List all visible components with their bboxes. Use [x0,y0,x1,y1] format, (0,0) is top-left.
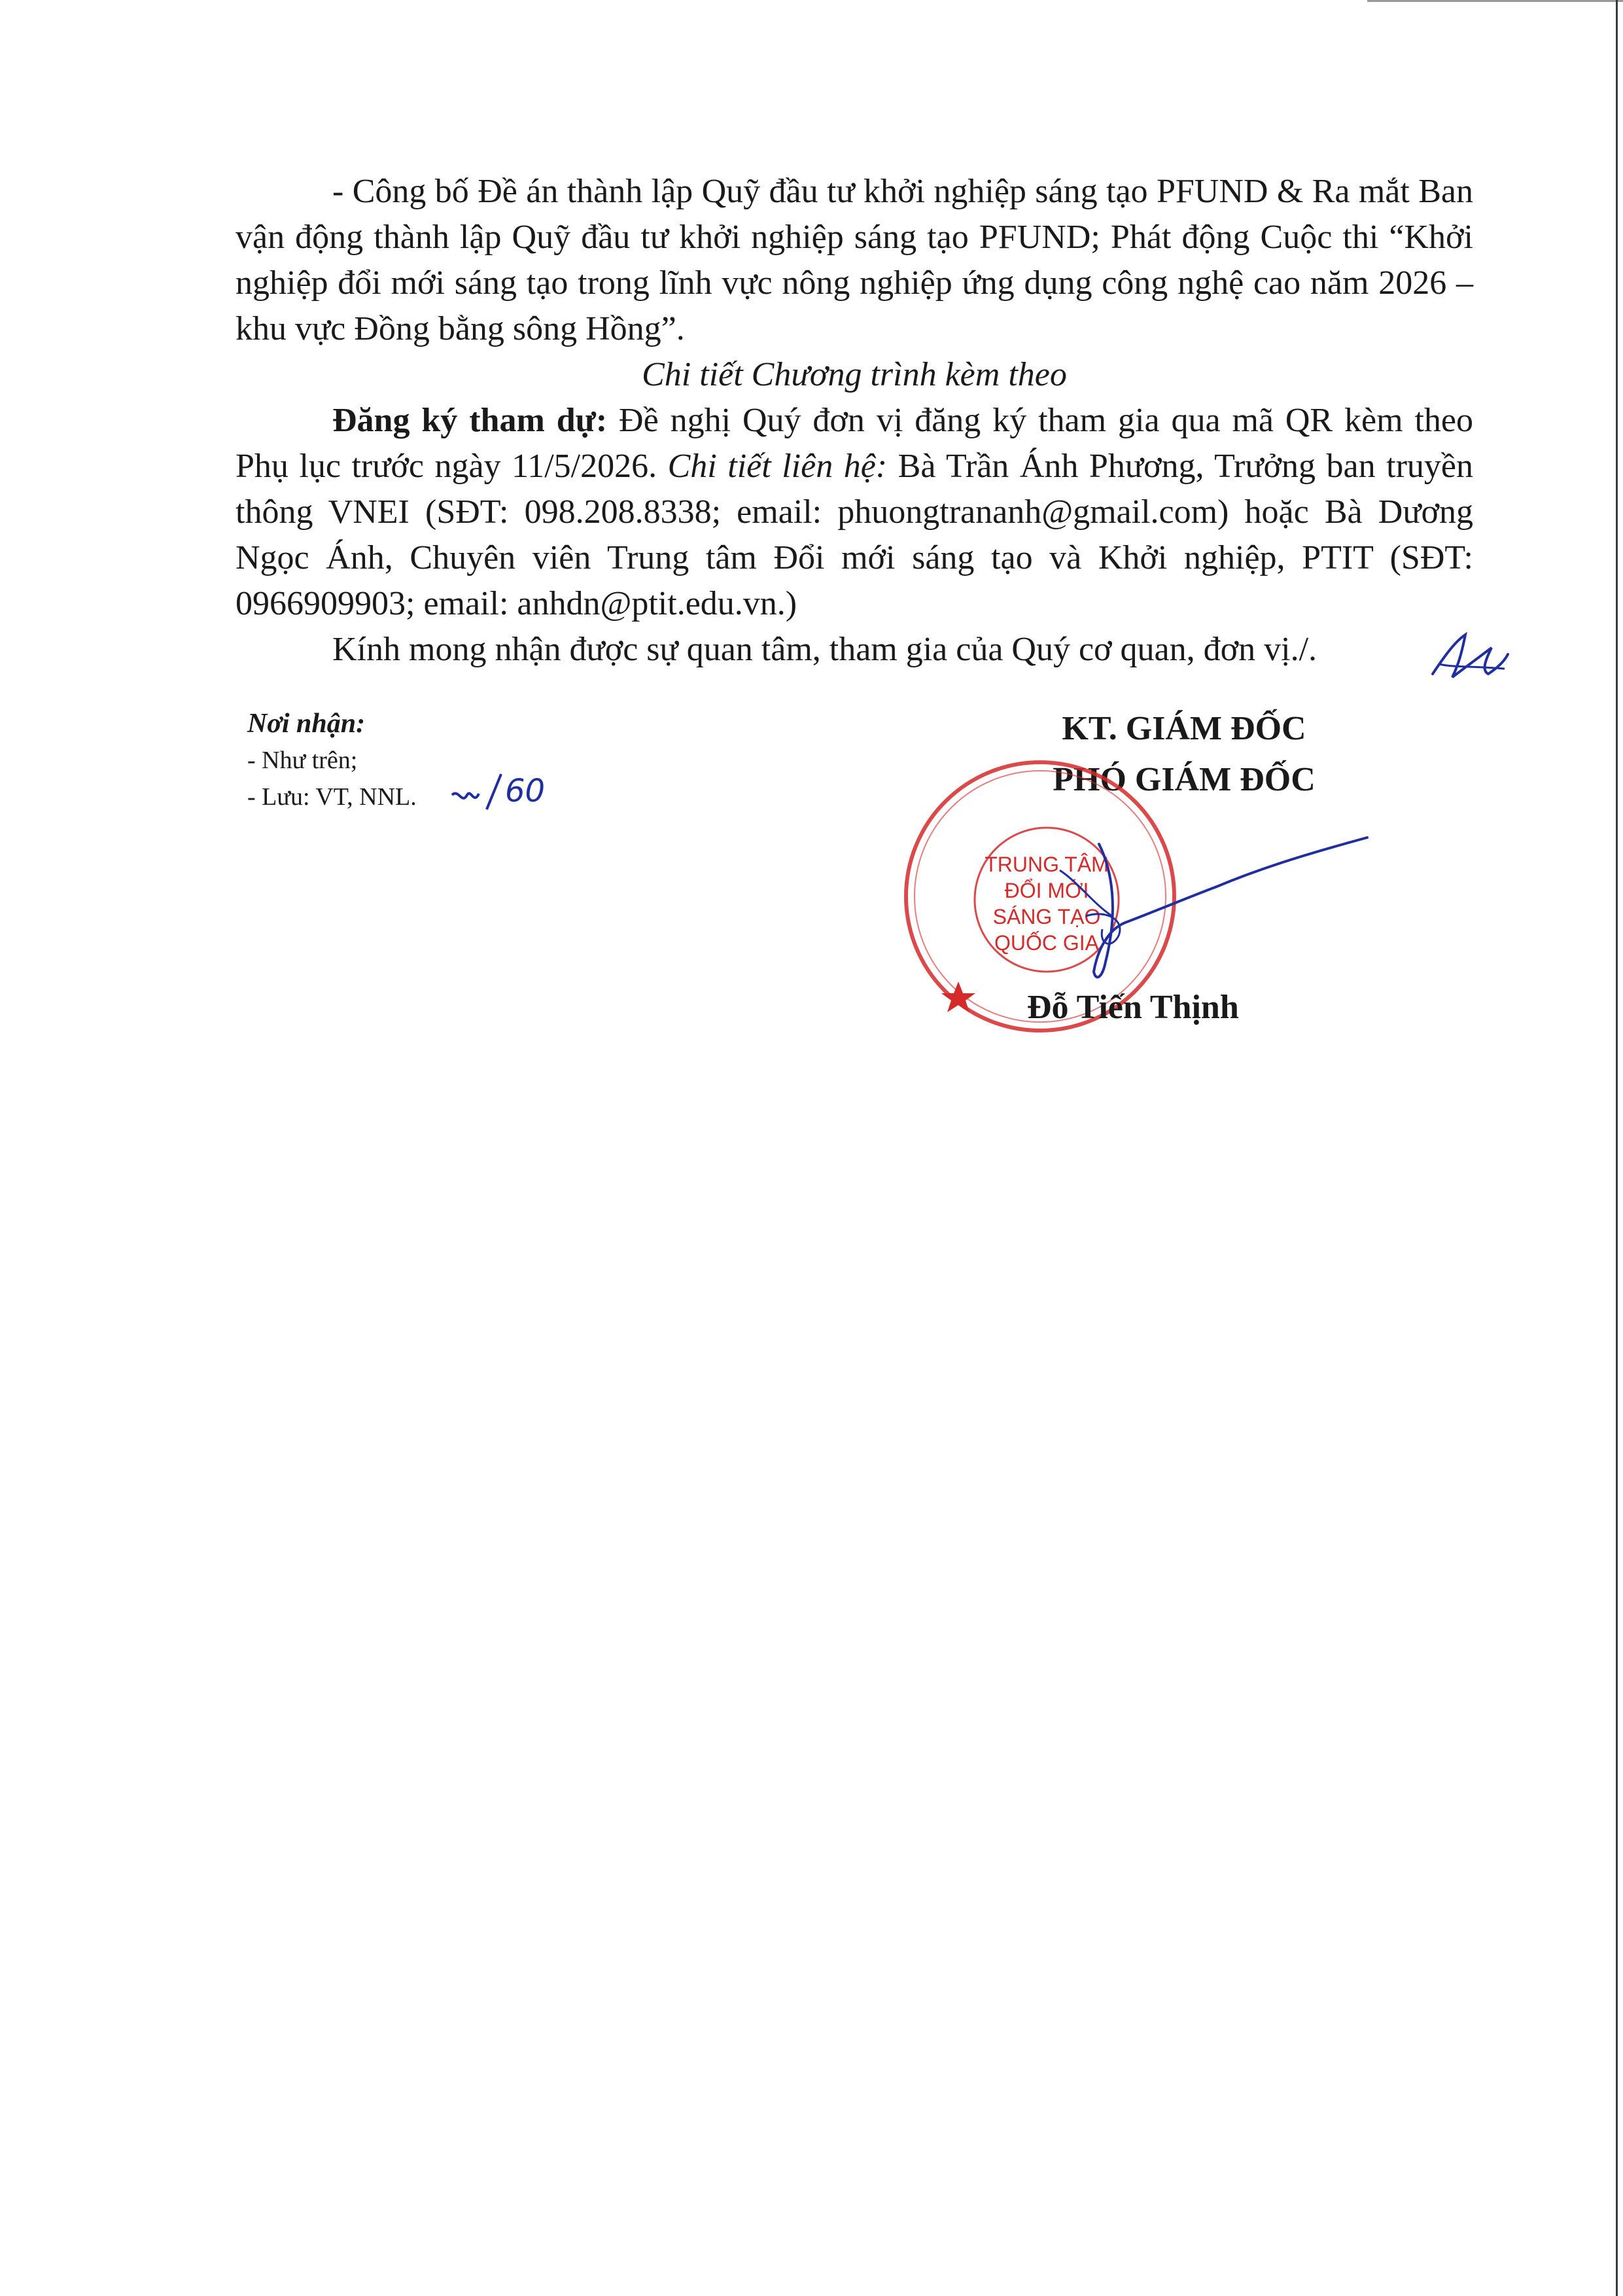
signature-title: KT. GIÁM ĐỐC [1062,710,1306,747]
paragraph-registration [236,398,1473,627]
seal-line: QUỐC GIA [994,931,1100,955]
signature-subtitle: PHÓ GIÁM ĐỐC [1053,761,1316,798]
recipients-block [247,705,417,815]
contact-label: Chi tiết liên hệ: [667,448,888,485]
recipient-item: - Lưu: VT, NNL. [247,783,417,811]
handwritten-count: 60 [449,769,547,822]
contact-text: Bà Trần Ánh Phương, Trưởng ban truyền thông VNEI (SĐT: 098.208.8338; email: phuongtrananh@gmail.com) hoặc Bà Dương Ngọc Ánh, Chuyên viên Trung tâm Đổi mới sáng tạo và Khởi nghiệp, PTIT (SĐT: 0966909903; email: anhdn@ptit.edu.vn.) [236,448,1473,622]
attachment-note: Chi tiết Chương trình kèm theo [642,356,1067,393]
seal-line: ĐỔI MỚI [1004,879,1089,902]
page-right-edge [1616,0,1618,2296]
handwritten-initials [1426,628,1511,687]
paragraph-closing: Kính mong nhận được sự quan tâm, tham gia của Quý cơ quan, đơn vị./. [332,631,1318,668]
paragraph-announcement: - Công bố Đề án thành lập Quỹ đầu tư khởi nghiệp sáng tạo PFUND & Ra mắt Ban vận động thành lập Quỹ đầu tư khởi nghiệp sáng tạo PFUND; Phát động Cuộc thi “Khởi nghiệp đổi mới sáng tạo trong lĩnh vực nông nghiệp ứng dụng công nghệ cao năm 2026 – khu vực Đồng bằng sông Hồng”. [236,173,1473,347]
seal-line: SÁNG TẠO [992,905,1101,928]
document-body [236,169,1473,673]
seal-star-icon [941,981,975,1012]
page-top-edge [1367,0,1623,2]
signer-name: Đỗ Tiến Thịnh [1027,989,1239,1026]
seal-line: TRUNG TÂM [985,853,1109,876]
registration-text: Đề nghị Quý đơn vị đăng ký tham gia qua mã QR kèm theo Phụ lục trước ngày 11/5/2026. [236,402,1474,485]
recipient-item: - Như trên; [247,747,358,774]
registration-label: Đăng ký tham dự: [332,402,608,439]
handwritten-signature [1021,831,1374,995]
recipients-title: Nơi nhận: [247,709,366,739]
